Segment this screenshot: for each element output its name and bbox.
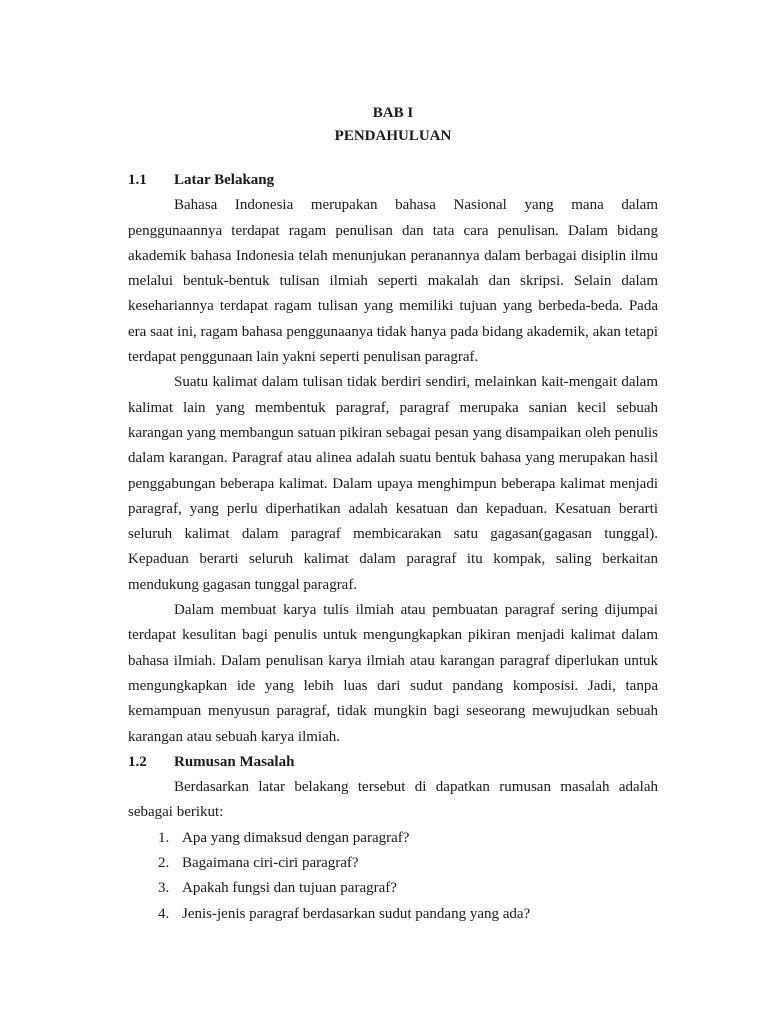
section-title: Rumusan Masalah: [174, 753, 295, 770]
list-item-number: 1.: [158, 829, 170, 846]
paragraph: Berdasarkan latar belakang tersebut di dapatkan rumusan masalah adalah sebagai berikut:: [128, 779, 658, 821]
list-item-text: Apakah fungsi dan tujuan paragraf?: [182, 880, 397, 897]
section-number: 1.1: [128, 172, 147, 188]
problem-list: [128, 826, 658, 927]
list-item-text: Jenis-jenis paragraf berdasarkan sudut pandang yang ada?: [182, 905, 531, 922]
list-item-number: 2.: [158, 855, 170, 872]
paragraph: Dalam membuat karya tulis ilmiah atau pembuatan paragraf sering dijumpai terdapat kesulitan bagi penulis untuk mengungkapkan pikiran menjadi kalimat dalam bahasa ilmiah. Dalam penulisan karya ilmiah atau karangan paragraf diperlukan untuk mengungkapkan ide yang lebih luas dari sudut pandang komposisi. Jadi, tanpa kemampuan menyusun paragraf, tidak mungkin bagi seseorang mewujudkan sebuah karangan atau sebuah karya ilmiah.: [128, 602, 658, 745]
list-item-number: 3.: [158, 880, 170, 897]
list-item-text: Apa yang dimaksud dengan paragraf?: [182, 829, 410, 846]
list-item-number: 4.: [158, 905, 170, 922]
paragraph: Suatu kalimat dalam tulisan tidak berdiri sendiri, melainkan kait-mengait dalam kalimat lain yang membentuk paragraf, paragraf merupaka sanian kecil sebuah karangan yang membangun satuan pikiran sebagai pesan yang disampaikan oleh penulis dalam karangan. Paragraf atau alinea adalah suatu bentuk bahasa yang merupakan hasil penggabungan beberapa kalimat. Dalam upaya menghimpun beberapa kalimat menjadi paragraf, yang perlu diperhatikan adalah kesatuan dan kepaduan. Kesatuan berarti seluruh kalimat dalam paragraf membicarakan satu gagasan(gagasan tunggal). Kepaduan berarti seluruh kalimat dalam paragraf itu kompak, saling berkaitan mendukung gagasan tunggal paragraf.: [128, 374, 658, 593]
chapter-label: BAB I: [372, 105, 414, 121]
chapter-title: PENDAHULUAN: [334, 128, 452, 144]
section-heading-rumusan-masalah: [128, 750, 658, 775]
section-title: Latar Belakang: [174, 172, 275, 188]
list-item: [128, 851, 658, 876]
document-page: [128, 102, 658, 927]
paragraph: Bahasa Indonesia merupakan bahasa Nasional yang mana dalam penggunaannya terdapat ragam penulisan dan tata cara penulisan. Dalam bidang akademik bahasa Indonesia telah menunjukan peranannya dalam berbagai disiplin ilmu melalui bentuk-bentuk tulisan ilmiah seperti makalah dan skripsi. Selain dalam kesehariannya terdapat ragam tulisan yang memiliki tujuan yang berbeda-beda. Pada era saat ini, ragam bahasa penggunaanya tidak hanya pada bidang akademik, akan tetapi terdapat penggunaan lain yakni seperti penulisan paragraf.: [128, 197, 658, 366]
list-item-text: Bagaimana ciri-ciri paragraf?: [182, 855, 359, 872]
list-item: [128, 902, 658, 927]
list-item: [128, 876, 658, 901]
section-heading-latar-belakang: [128, 168, 658, 193]
section-number: 1.2: [128, 753, 147, 770]
list-item: [128, 826, 658, 851]
